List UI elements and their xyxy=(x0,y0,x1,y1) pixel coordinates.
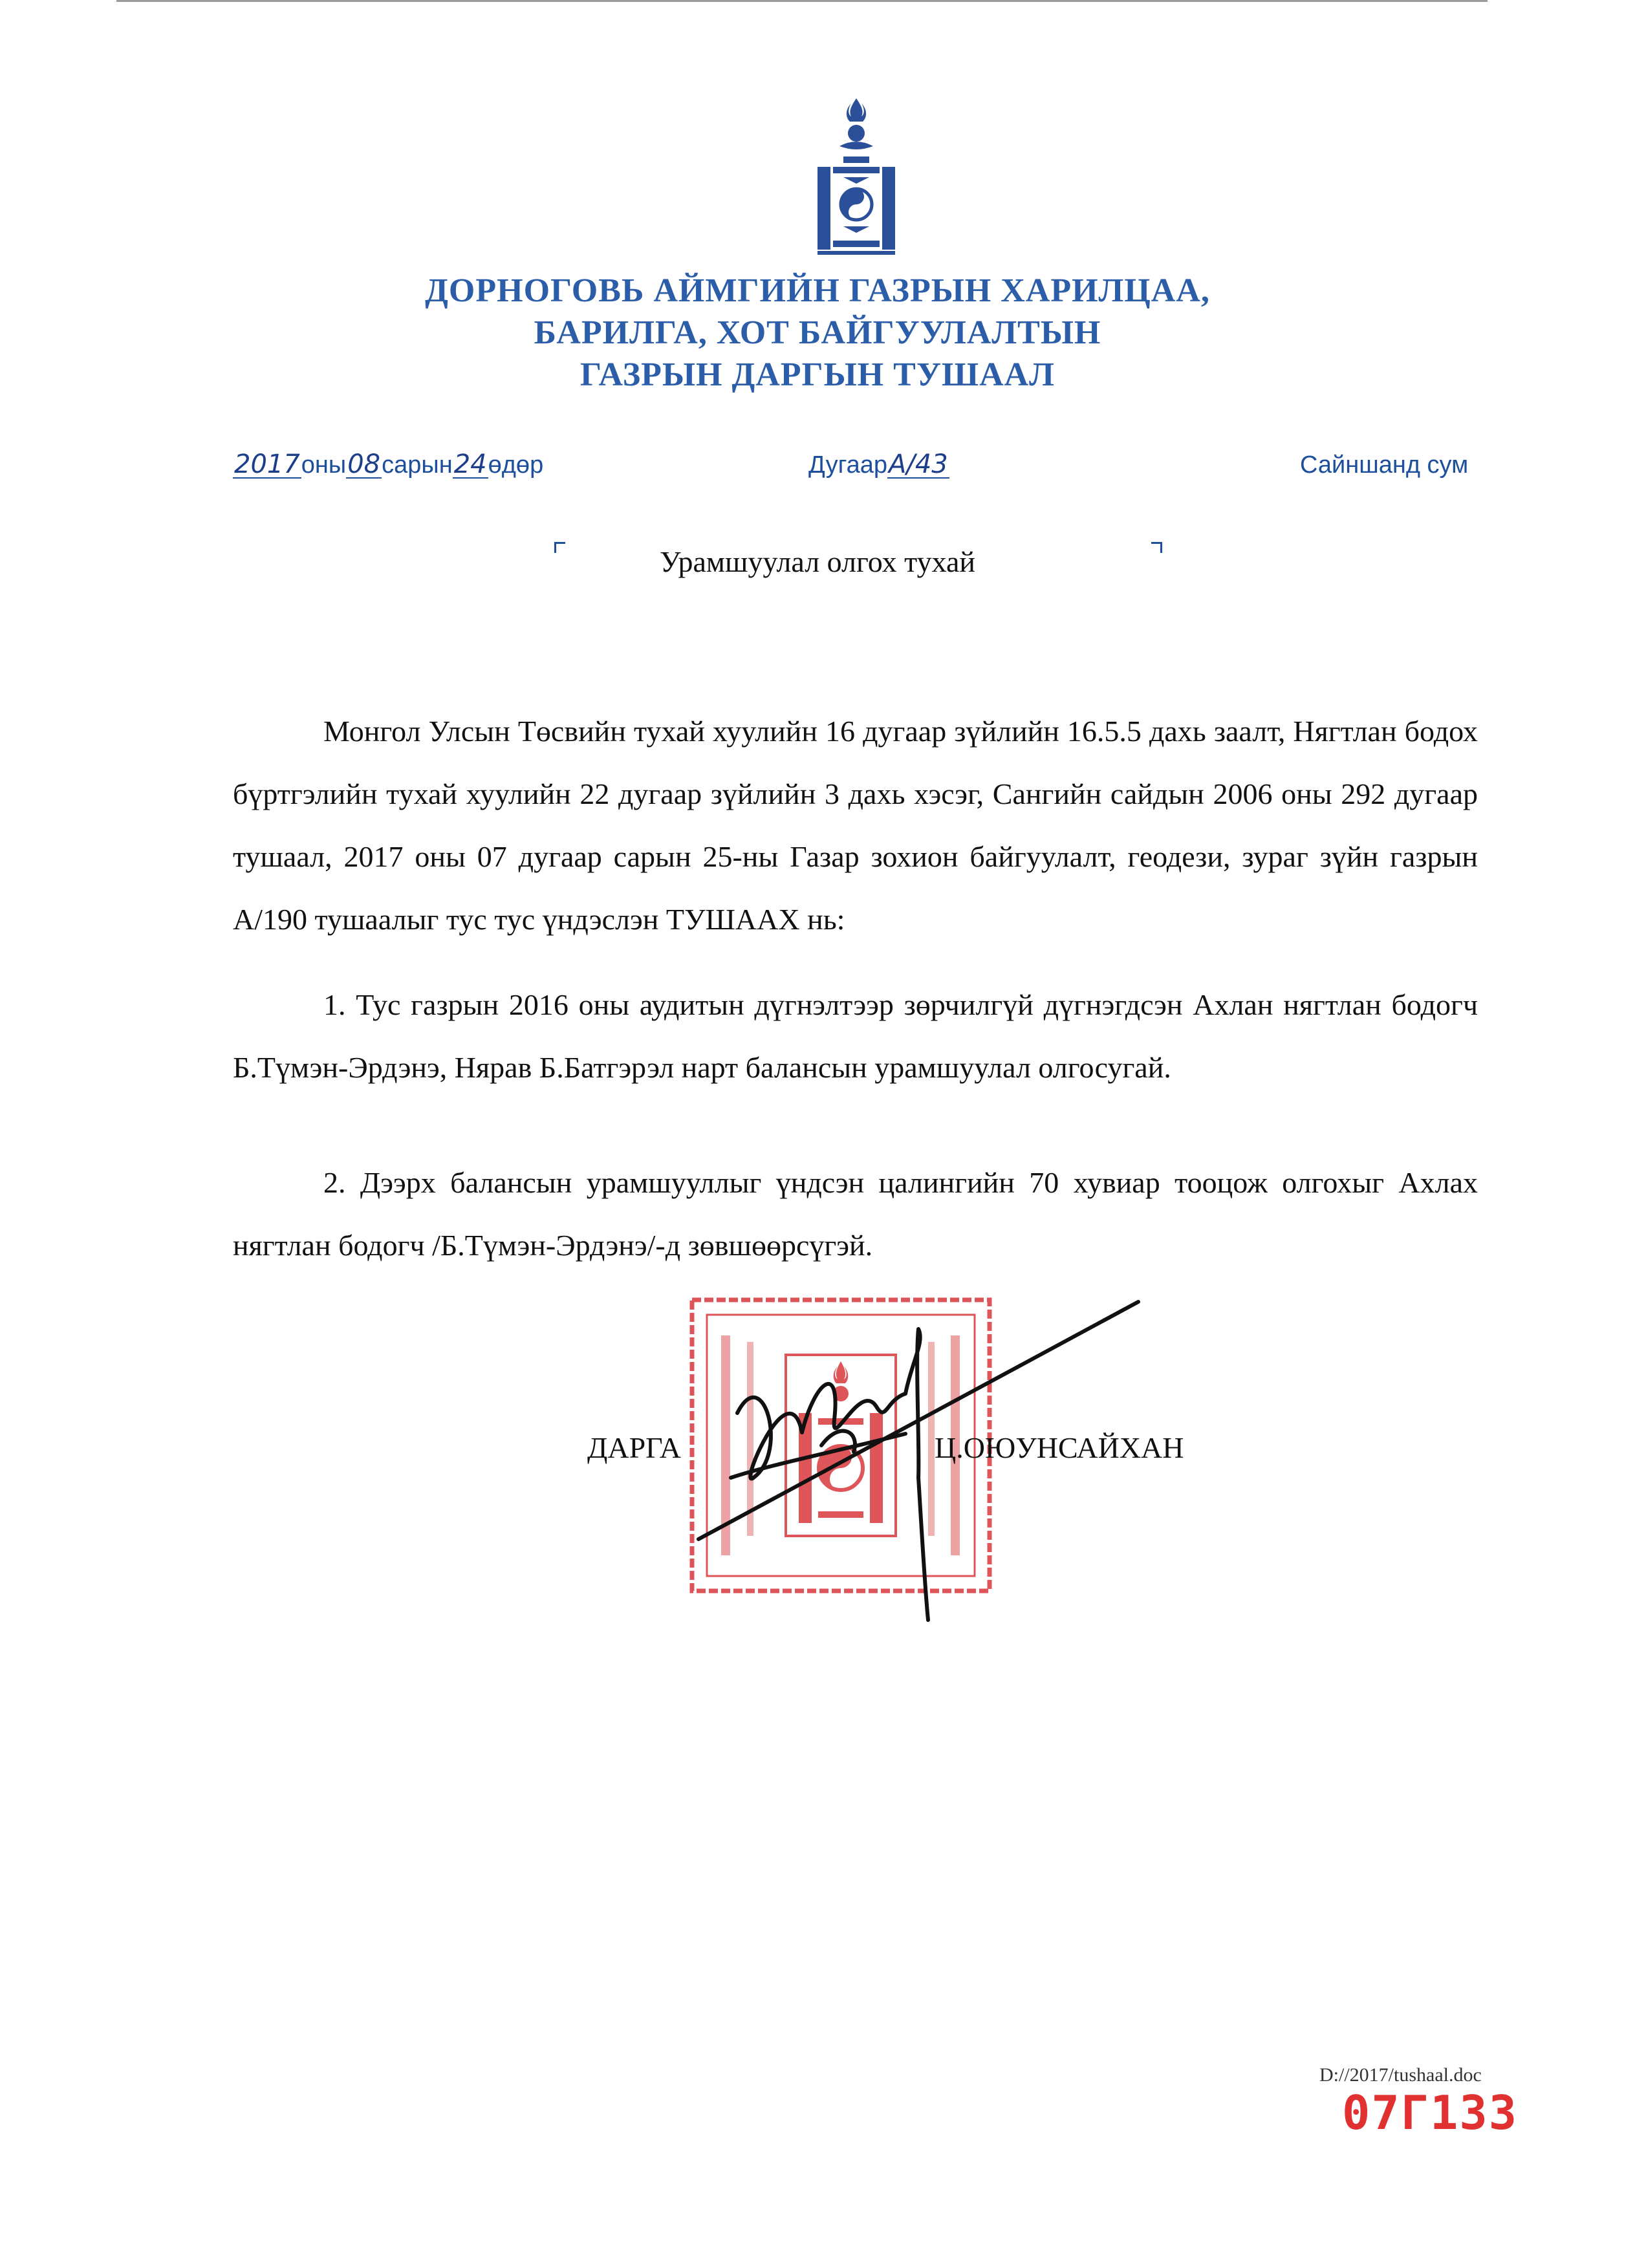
signatory-title: ДАРГА xyxy=(587,1431,681,1464)
document-subject: Урамшуулал олгох тухай xyxy=(659,545,976,578)
order-item-1: 1. Тус газрын 2016 оны аудитын дүгнэлтээр зөрчилгүй дүгнэгдсэн Ахлан нягтлан бодогч Б.Түмэн-Эрдэнэ, Нярав Б.Батгэрэл нарт балансын урамшуулал олгосугай. xyxy=(233,988,1478,1084)
serial-number-stamp: 07Г133 xyxy=(1342,2086,1519,2140)
handwritten-day: 24 xyxy=(453,449,487,479)
signatory-name: Ц.ОЮУНСАЙХАН xyxy=(935,1431,1184,1464)
heading-line-3: ГАЗРЫН ДАРГЫН ТУШААЛ xyxy=(580,356,1055,393)
day-label: өдөр xyxy=(488,451,544,479)
state-emblem-icon xyxy=(811,97,902,255)
handwritten-month: 08 xyxy=(347,449,381,479)
place-label: Сайншанд сум xyxy=(1300,451,1469,479)
year-label: оны xyxy=(301,451,347,479)
document-number-field xyxy=(808,451,949,479)
heading-line-2: БАРИЛГА, ХОТ БАЙГУУЛАЛТЫН xyxy=(534,314,1101,351)
scan-edge-line xyxy=(116,0,1488,2)
date-field xyxy=(233,451,543,479)
handwritten-year: 2017 xyxy=(234,449,300,479)
month-label: сарын xyxy=(382,451,453,479)
order-item-2: 2. Дээрх балансын урамшууллыг үндсэн цалингийн 70 хувиар тооцож олгохыг Ахлах нягтлан бодогч /Б.Түмэн-Эрдэнэ/-д зөвшөөрсүгэй. xyxy=(233,1166,1478,1262)
number-label: Дугаар xyxy=(808,451,887,479)
handwritten-signature xyxy=(692,1284,1158,1672)
file-path-label: D://2017/tushaal.doc xyxy=(1319,2064,1482,2086)
preamble-paragraph: Монгол Улсын Төсвийн тухай хуулийн 16 дугаар зүйлийн 16.5.5 дахь заалт, Нягтлан бодох бүртгэлийн тухай хуулийн 22 дугаар зүйлийн 3 дахь хэсэг, Сангийн сайдын 2006 оны 292 дугаар тушаал, 2017 оны 07 дугаар сарын 25-ны Газар зохион байгуулалт, геодези, зураг зүйн газрын А/190 тушаалыг тус тус үндэслэн ТУШААХ нь: xyxy=(233,715,1478,936)
handwritten-number: А/43 xyxy=(889,449,948,479)
heading-line-1: ДОРНОГОВЬ АЙМГИЙН ГАЗРЫН ХАРИЛЦАА, xyxy=(425,272,1210,309)
